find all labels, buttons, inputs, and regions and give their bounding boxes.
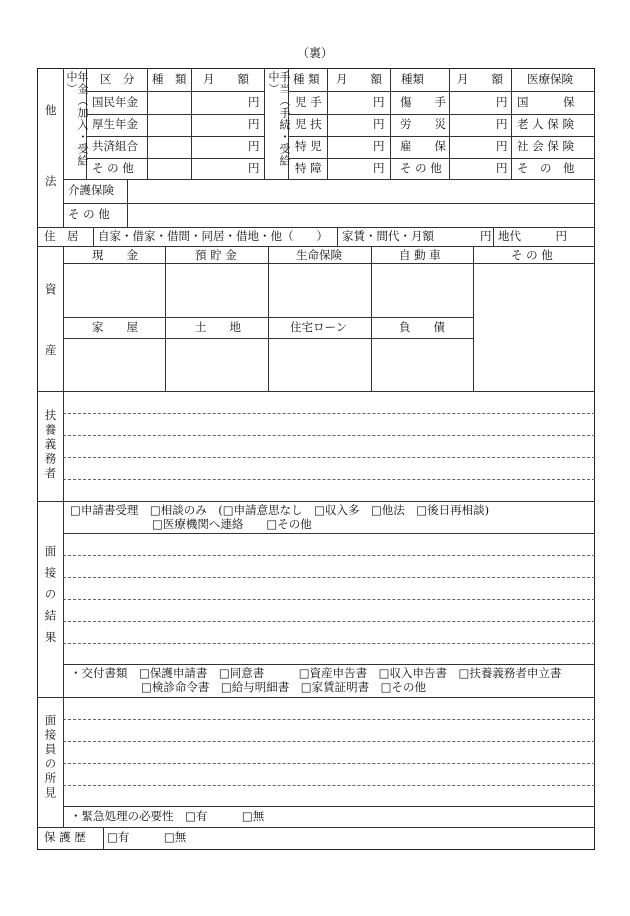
row-shurui: 雇 保 (400, 139, 446, 153)
row-teate: 児 扶 (295, 117, 322, 131)
row-yen: 円 (248, 161, 260, 175)
row-kubun: そ の 他 (92, 161, 134, 175)
asset-jidosha: 自 動 車 (399, 248, 441, 262)
row-kubun: 厚生年金 (92, 117, 138, 131)
row-teate: 児 手 (295, 95, 322, 109)
shoken-urgent: ・緊急処理の必要性 □有 □無 (70, 809, 265, 823)
row-yen: 円 (248, 139, 260, 153)
page-title: （裏） (296, 46, 333, 60)
shoken-label: 面接員の所見 (43, 714, 58, 801)
teate-label: 手当（手続・受給中） (267, 71, 291, 167)
shisan-label-top: 資 (45, 282, 57, 296)
kaigo-label: 介護保険 (68, 183, 114, 197)
asset-genkin: 現 金 (92, 248, 138, 262)
shisan-label-bottom: 産 (45, 343, 57, 357)
row-teate: 特 障 (295, 161, 322, 175)
header-kubun: 区 分 (100, 72, 135, 86)
row-yen: 円 (373, 161, 385, 175)
asset-tochi: 土 地 (195, 320, 241, 334)
row-yen: 円 (496, 95, 508, 109)
hogo-label: 保 護 歴 (44, 830, 86, 844)
row-shurui: 労 災 (400, 117, 446, 131)
row-yen: 円 (496, 117, 508, 131)
header-shurui-3: 種類 (401, 72, 424, 86)
header-iryo: 医療保険 (527, 72, 573, 86)
row-shurui: 傷 手 (400, 95, 446, 109)
jukyo-options: 自家・借家・借間・同居・借地・他（ ） (98, 229, 328, 243)
asset-jutaku-loan: 住宅ローン (290, 320, 348, 334)
jukyo-land: 地代 円 (498, 229, 567, 243)
header-shurui-2: 種 類 (293, 72, 320, 86)
mensetsu-docs2: □検診命令書 □給与明細書 □家賃証明書 □その他 (141, 680, 426, 694)
hogo-options: □有 □無 (107, 830, 187, 844)
row-yen: 円 (496, 139, 508, 153)
row-iryo: 老 人 保 険 (517, 117, 574, 131)
jukyo-rent: 家賃・間代・月額 円 (342, 229, 492, 243)
row-yen: 円 (248, 117, 260, 131)
asset-yochokin: 預 貯 金 (195, 248, 237, 262)
row-shurui: そ の 他 (400, 161, 442, 175)
asset-fusai: 負 債 (399, 320, 445, 334)
jukyo-label: 住 居 (44, 229, 79, 243)
header-shurui-1: 種 類 (152, 72, 187, 86)
header-getsugaku-1: 月 額 (203, 72, 249, 86)
row-yen: 円 (373, 117, 385, 131)
mensetsu-docs1: ・交付書類 □保護申請書 □同意書 □資産申告書 □収入申告書 □扶養義務者申立書 (70, 666, 562, 680)
mensetsu-label: 面接の結果 (43, 545, 58, 653)
row-kubun: 国民年金 (92, 95, 138, 109)
row-yen: 円 (373, 139, 385, 153)
header-getsugaku-3: 月 額 (457, 72, 503, 86)
fuyou-label: 扶養義務者 (43, 409, 58, 482)
asset-sonota: そ の 他 (511, 248, 553, 262)
row-teate: 特 児 (295, 139, 322, 153)
row-yen: 円 (248, 95, 260, 109)
row-kubun: 共済組合 (92, 139, 138, 153)
row-iryo: 国 保 (517, 95, 575, 109)
nenkin-label: 年金（加入・受給中） (65, 71, 89, 167)
mensetsu-line2: □医療機関へ連絡 □その他 (152, 517, 312, 531)
asset-kaoku: 家 屋 (92, 320, 138, 334)
form-frame (37, 68, 595, 850)
header-getsugaku-2: 月 額 (336, 72, 382, 86)
row-yen: 円 (496, 161, 508, 175)
tahou-sonota-label: そ の 他 (68, 207, 110, 221)
row-iryo: 社 会 保 険 (517, 139, 574, 153)
row-iryo: そ の 他 (517, 161, 575, 175)
tahou-label-bottom: 法 (45, 174, 57, 188)
tahou-label-top: 他 (45, 103, 57, 117)
mensetsu-line1: □申請書受理 □相談のみ (□申請意思なし □収入多 □他法 □後日再相談) (70, 503, 490, 517)
asset-seimei-hoken: 生命保険 (296, 248, 342, 262)
row-yen: 円 (373, 95, 385, 109)
